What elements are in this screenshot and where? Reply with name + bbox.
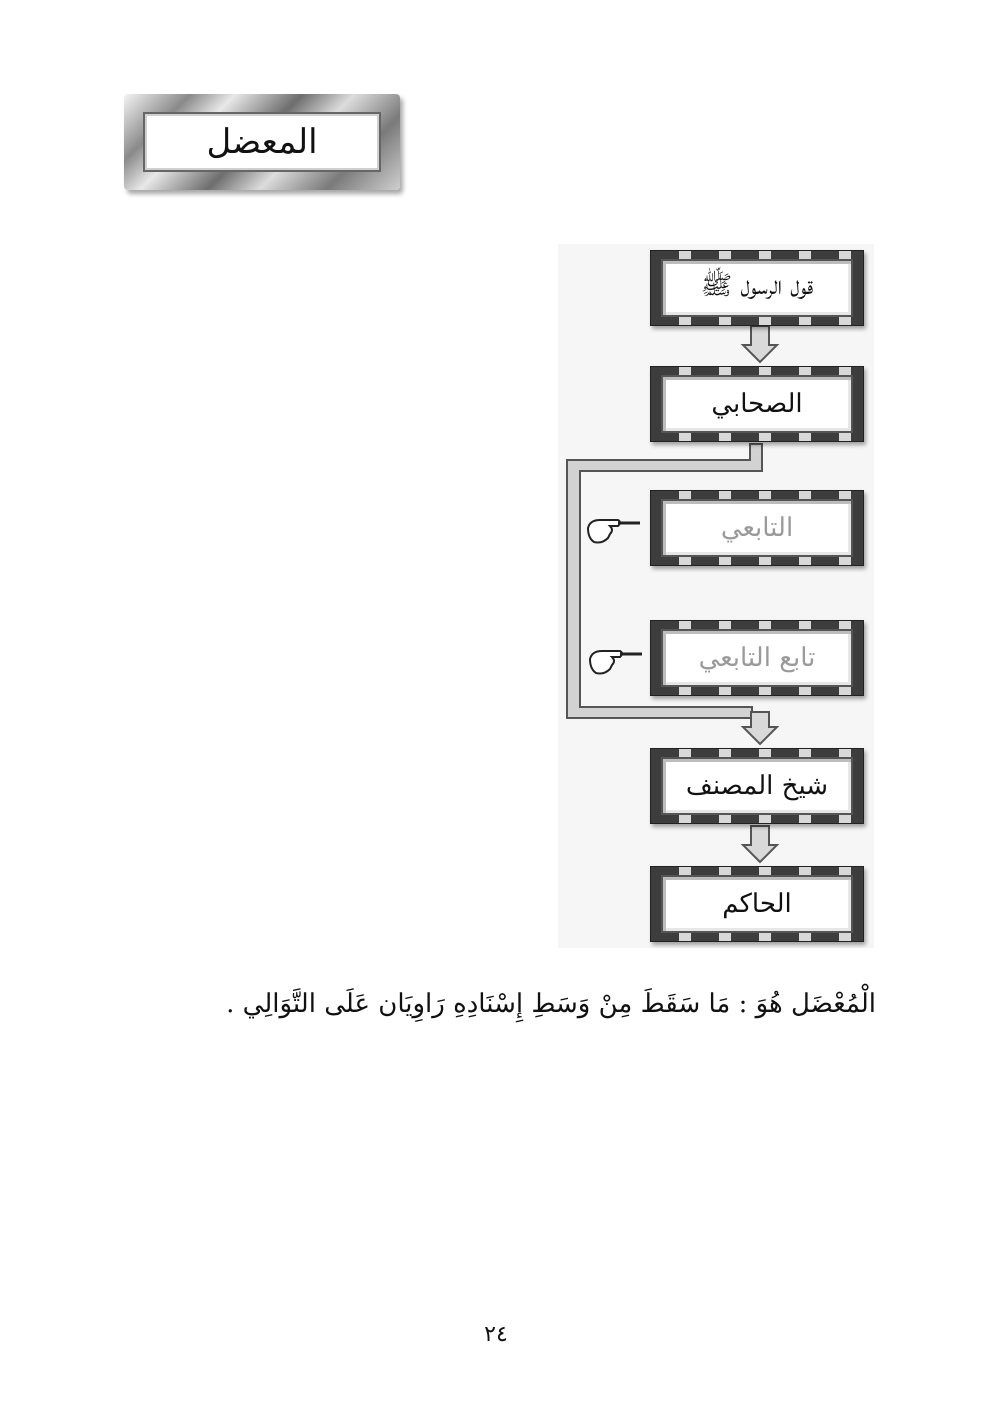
down-arrow-3 <box>743 826 777 862</box>
node-label: تابع التابعي <box>661 629 853 687</box>
node-label: الحاكم <box>661 875 853 933</box>
definition-text: الْمُعْضَل هُوَ : مَا سَقَطَ مِنْ وَسَطِ إِسْنَادِهِ رَاوِيَان عَلَى التَّوَالِي . <box>226 989 876 1019</box>
node-companion <box>650 366 864 442</box>
node-label: شيخ المصنف <box>661 757 853 815</box>
node-successor-of-successor <box>650 620 864 696</box>
page-title: المعضل <box>143 112 381 172</box>
pointing-hand-icon-1 <box>588 520 640 543</box>
node-label: قول الرسول ﷺ <box>661 259 853 317</box>
down-arrow-1 <box>743 326 777 362</box>
pointing-hand-icon-2 <box>590 651 642 674</box>
node-successor <box>650 490 864 566</box>
node-al-hakim <box>650 866 864 942</box>
node-author-sheikh <box>650 748 864 824</box>
node-messenger-saying <box>650 250 864 326</box>
node-label: التابعي <box>661 499 853 557</box>
node-label: الصحابي <box>661 375 853 433</box>
page-number: ٢٤ <box>484 1322 508 1347</box>
